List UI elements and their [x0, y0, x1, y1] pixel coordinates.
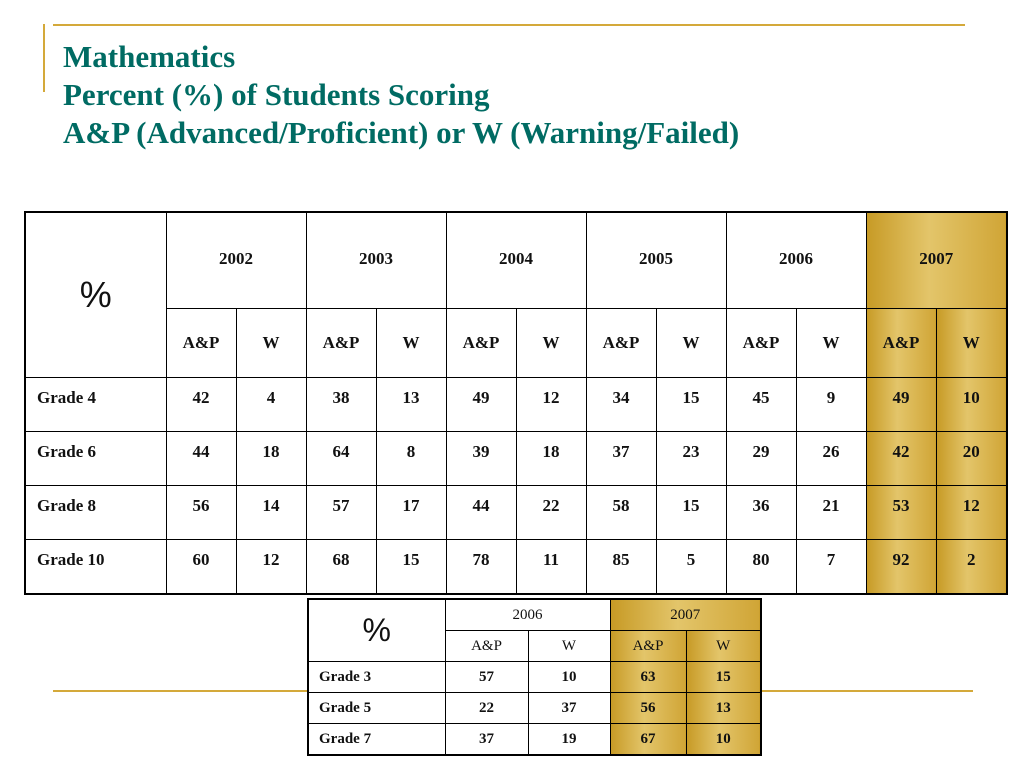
- value-cell: 22: [516, 486, 586, 540]
- value-cell: 14: [236, 486, 306, 540]
- value-cell: 67: [610, 724, 686, 756]
- value-cell: 42: [166, 378, 236, 432]
- grade-label: Grade 7: [308, 724, 445, 756]
- table-row: [308, 693, 761, 724]
- value-cell: 44: [166, 432, 236, 486]
- value-cell: 57: [445, 662, 528, 693]
- value-cell: 23: [656, 432, 726, 486]
- value-cell: 8: [376, 432, 446, 486]
- table-row: [25, 486, 1007, 540]
- value-cell: 44: [446, 486, 516, 540]
- value-cell: 15: [656, 378, 726, 432]
- value-cell: 58: [586, 486, 656, 540]
- value-cell: 80: [726, 540, 796, 594]
- percent-corner-cell: %: [25, 212, 166, 378]
- table-row: [25, 432, 1007, 486]
- value-cell: 17: [376, 486, 446, 540]
- value-cell: 37: [445, 724, 528, 756]
- slide-title: [63, 38, 739, 152]
- year-header: 2005: [586, 212, 726, 309]
- value-cell: 12: [236, 540, 306, 594]
- year-header-row: [308, 599, 761, 631]
- value-cell: 56: [610, 693, 686, 724]
- value-cell: 10: [528, 662, 610, 693]
- subheader-cell: A&P: [866, 309, 936, 378]
- value-cell: 45: [726, 378, 796, 432]
- value-cell: 37: [528, 693, 610, 724]
- value-cell: 36: [726, 486, 796, 540]
- value-cell: 78: [446, 540, 516, 594]
- value-cell: 53: [866, 486, 936, 540]
- value-cell: 15: [656, 486, 726, 540]
- value-cell: 63: [610, 662, 686, 693]
- value-cell: 49: [866, 378, 936, 432]
- value-cell: 29: [726, 432, 796, 486]
- value-cell: 20: [936, 432, 1007, 486]
- subheader-cell: W: [796, 309, 866, 378]
- table-row: [25, 378, 1007, 432]
- value-cell: 10: [936, 378, 1007, 432]
- value-cell: 5: [656, 540, 726, 594]
- value-cell: 42: [866, 432, 936, 486]
- grade-label: Grade 8: [25, 486, 166, 540]
- grade-label: Grade 3: [308, 662, 445, 693]
- year-header: 2002: [166, 212, 306, 309]
- subheader-cell: W: [376, 309, 446, 378]
- subheader-cell: A&P: [166, 309, 236, 378]
- year-header: 2006: [445, 599, 610, 631]
- grade-label: Grade 4: [25, 378, 166, 432]
- year-header: 2006: [726, 212, 866, 309]
- left-accent-rule: [43, 24, 45, 92]
- subheader-cell: A&P: [586, 309, 656, 378]
- subheader-cell: A&P: [446, 309, 516, 378]
- title-line-3: A&P (Advanced/Proficient) or W (Warning/Failed): [63, 115, 740, 150]
- value-cell: 26: [796, 432, 866, 486]
- value-cell: 21: [796, 486, 866, 540]
- value-cell: 2: [936, 540, 1007, 594]
- year-header-row: [25, 212, 1007, 309]
- value-cell: 68: [306, 540, 376, 594]
- percent-corner-cell: %: [308, 599, 445, 662]
- value-cell: 60: [166, 540, 236, 594]
- subheader-cell: W: [686, 631, 761, 662]
- subheader-cell: W: [236, 309, 306, 378]
- value-cell: 85: [586, 540, 656, 594]
- subheader-cell: A&P: [445, 631, 528, 662]
- value-cell: 7: [796, 540, 866, 594]
- title-line-2: Percent (%) of Students Scoring: [63, 77, 490, 112]
- grade-label: Grade 6: [25, 432, 166, 486]
- grade-label: Grade 10: [25, 540, 166, 594]
- value-cell: 11: [516, 540, 586, 594]
- value-cell: 57: [306, 486, 376, 540]
- year-header: 2003: [306, 212, 446, 309]
- value-cell: 92: [866, 540, 936, 594]
- value-cell: 18: [516, 432, 586, 486]
- subheader-row: [25, 309, 1007, 378]
- subheader-cell: A&P: [610, 631, 686, 662]
- top-accent-rule: [53, 24, 965, 26]
- subheader-cell: W: [656, 309, 726, 378]
- value-cell: 56: [166, 486, 236, 540]
- value-cell: 9: [796, 378, 866, 432]
- subheader-cell: A&P: [306, 309, 376, 378]
- value-cell: 39: [446, 432, 516, 486]
- value-cell: 19: [528, 724, 610, 756]
- value-cell: 15: [686, 662, 761, 693]
- value-cell: 34: [586, 378, 656, 432]
- table-row: [308, 724, 761, 756]
- value-cell: 64: [306, 432, 376, 486]
- year-header-highlighted: 2007: [866, 212, 1007, 309]
- value-cell: 15: [376, 540, 446, 594]
- value-cell: 18: [236, 432, 306, 486]
- table-row: [25, 540, 1007, 594]
- grades-3-5-7-table: [307, 598, 762, 756]
- value-cell: 10: [686, 724, 761, 756]
- value-cell: 12: [516, 378, 586, 432]
- table-row: [308, 662, 761, 693]
- subheader-cell: W: [516, 309, 586, 378]
- value-cell: 38: [306, 378, 376, 432]
- year-header: 2004: [446, 212, 586, 309]
- value-cell: 13: [376, 378, 446, 432]
- subheader-cell: W: [528, 631, 610, 662]
- value-cell: 4: [236, 378, 306, 432]
- value-cell: 13: [686, 693, 761, 724]
- year-header-highlighted: 2007: [610, 599, 761, 631]
- subheader-cell: A&P: [726, 309, 796, 378]
- title-line-1: Mathematics: [63, 39, 236, 74]
- value-cell: 37: [586, 432, 656, 486]
- subheader-cell: W: [936, 309, 1007, 378]
- value-cell: 12: [936, 486, 1007, 540]
- grades-4-10-table: [24, 211, 1008, 595]
- value-cell: 49: [446, 378, 516, 432]
- value-cell: 22: [445, 693, 528, 724]
- grade-label: Grade 5: [308, 693, 445, 724]
